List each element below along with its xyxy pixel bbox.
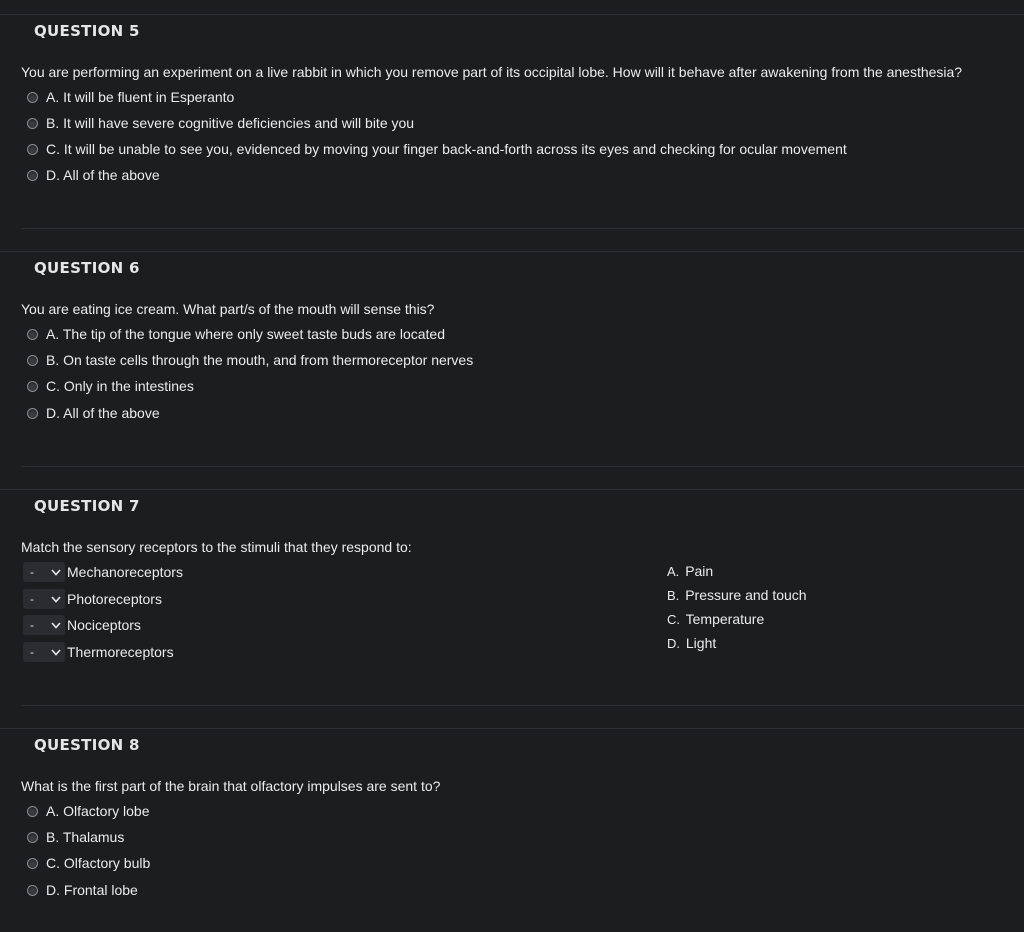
question-5-option-b[interactable] [27, 114, 414, 132]
match-dropdown[interactable] [23, 615, 65, 635]
chevron-down-icon [51, 567, 61, 577]
question-6-option-a[interactable] [27, 325, 445, 343]
match-dropdown[interactable] [23, 642, 65, 662]
radio-button-icon[interactable] [27, 858, 38, 869]
dropdown-value: - [30, 565, 34, 579]
question-8-option-b[interactable] [27, 828, 124, 846]
chevron-down-icon [51, 594, 61, 604]
option-label: C. Only in the intestines [46, 378, 194, 394]
receptor-label: Photoreceptors [67, 591, 162, 607]
answer-item [667, 563, 713, 579]
answer-text: Pressure and touch [685, 587, 807, 603]
match-row-mechanoreceptors [23, 562, 183, 582]
option-label: D. All of the above [46, 405, 160, 421]
chevron-down-icon [51, 647, 61, 657]
dropdown-value: - [30, 618, 34, 632]
question-8-option-a[interactable] [27, 802, 150, 820]
radio-button-icon[interactable] [27, 806, 38, 817]
option-label: B. On taste cells through the mouth, and from thermoreceptor nerves [46, 352, 474, 368]
receptor-label: Thermoreceptors [67, 644, 174, 660]
answer-item [667, 635, 716, 651]
receptor-label: Nociceptors [67, 617, 141, 633]
radio-button-icon[interactable] [27, 92, 38, 103]
answer-text: Temperature [685, 611, 765, 627]
question-5-option-a[interactable] [27, 88, 234, 106]
question-6-prompt: You are eating ice cream. What part/s of the mouth will sense this? [21, 301, 435, 317]
radio-button-icon[interactable] [27, 118, 38, 129]
radio-button-icon[interactable] [27, 329, 38, 340]
answer-letter: B. [667, 588, 680, 603]
question-6-title: QUESTION 6 [34, 259, 140, 277]
option-label: A. It will be fluent in Esperanto [46, 89, 235, 105]
receptor-label: Mechanoreceptors [67, 564, 183, 580]
radio-button-icon[interactable] [27, 832, 38, 843]
divider [0, 728, 1024, 729]
option-label: A. Olfactory lobe [46, 803, 150, 819]
question-5-prompt: You are performing an experiment on a live rabbit in which you remove part of its occipital lobe. How will it behave after awakening from the anesthesia? [21, 64, 963, 80]
radio-button-icon[interactable] [27, 144, 38, 155]
divider [0, 251, 1024, 252]
option-label: C. It will be unable to see you, evidenced by moving your finger back-and-forth across its eyes and checking for ocular movement [46, 141, 847, 157]
answer-letter: A. [667, 564, 680, 579]
option-label: D. Frontal lobe [46, 882, 138, 898]
radio-button-icon[interactable] [27, 381, 38, 392]
divider [0, 489, 1024, 490]
divider [0, 14, 1024, 15]
divider [21, 466, 1024, 467]
divider [21, 228, 1024, 229]
question-8-option-d[interactable] [27, 881, 138, 899]
option-label: B. It will have severe cognitive deficiencies and will bite you [46, 115, 415, 131]
match-row-thermoreceptors [23, 642, 174, 662]
answer-text: Light [685, 635, 717, 651]
option-label: D. All of the above [46, 167, 160, 183]
radio-button-icon[interactable] [27, 408, 38, 419]
option-label: C. Olfactory bulb [46, 855, 151, 871]
question-7-prompt: Match the sensory receptors to the stimuli that they respond to: [21, 539, 412, 555]
question-5-option-c[interactable] [27, 140, 847, 158]
question-6-option-c[interactable] [27, 377, 194, 395]
question-8-title: QUESTION 8 [34, 736, 140, 754]
dropdown-value: - [30, 645, 34, 659]
radio-button-icon[interactable] [27, 355, 38, 366]
radio-button-icon[interactable] [27, 170, 38, 181]
match-row-nociceptors [23, 615, 141, 635]
radio-button-icon[interactable] [27, 885, 38, 896]
answer-text: Pain [685, 563, 714, 579]
answer-letter: D. [667, 636, 680, 651]
question-8-option-c[interactable] [27, 854, 150, 872]
chevron-down-icon [51, 620, 61, 630]
divider [21, 705, 1024, 706]
dropdown-value: - [30, 592, 34, 606]
option-label: A. The tip of the tongue where only sweet taste buds are located [46, 326, 445, 342]
answer-item [667, 587, 807, 603]
option-label: B. Thalamus [46, 829, 125, 845]
match-dropdown[interactable] [23, 589, 65, 609]
question-7-title: QUESTION 7 [34, 497, 140, 515]
question-6-option-d[interactable] [27, 404, 160, 422]
answer-item [667, 611, 764, 627]
match-dropdown[interactable] [23, 562, 65, 582]
question-6-option-b[interactable] [27, 351, 473, 369]
answer-letter: C. [667, 612, 680, 627]
question-5-title: QUESTION 5 [34, 22, 140, 40]
question-5-option-d[interactable] [27, 166, 160, 184]
question-8-prompt: What is the first part of the brain that olfactory impulses are sent to? [21, 778, 441, 794]
match-row-photoreceptors [23, 589, 162, 609]
